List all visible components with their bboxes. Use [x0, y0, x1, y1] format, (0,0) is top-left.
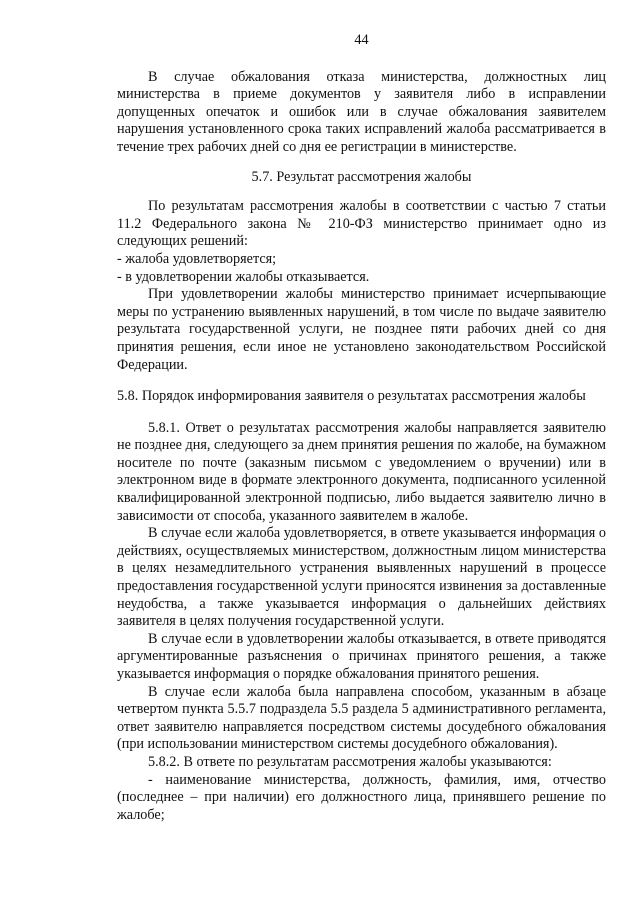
section-5-7-measures: При удовлетворении жалобы министерство принимает исчерпывающие меры по устранению выявленных нарушений, в том числе по выдаче заявителю результата государственной услуги, не позднее пяти рабочих дней со дня принятия решения, если иное не установлено законодательством Российской Федерации. — [117, 286, 606, 373]
decision-option-refused: - в удовлетворении жалобы отказывается. — [117, 268, 370, 285]
section-5-7-intro: По результатам рассмотрения жалобы в соответствии с частью 7 статьи 11.2 Федерального закона № 210-ФЗ министерство принимает одно из следующих решений: — [117, 198, 606, 250]
decision-option-satisfied: - жалоба удовлетворяется; — [117, 250, 277, 267]
paragraph-satisfied-response: В случае если жалоба удовлетворяется, в ответе указывается информация о действиях, осуществляемых министерством, должностным лицом министерства в целях незамедлительного устранения выявленных нарушений в процессе предоставления государственной услуги приносятся извинения за доставленные неудобства, а также указывается информация о дальнейших действиях заявителя в целях получения государственной услуги. — [117, 525, 606, 630]
list-item-ministry-name: - наименование министерства, должность, фамилия, имя, отчество (последнее – при наличии) его должностного лица, принявшего решение по жалобе; — [117, 771, 606, 823]
paragraph-5-8-1: 5.8.1. Ответ о результатах рассмотрения жалобы направляется заявителю не позднее дня, следующего за днем принятия решения по жалобе, на бумажном носителе по почте (заказным письмом с уведомлением о вручении) или в электронном виде в формате электронного документа, подписанного усиленной квалифицированной электронной подписью, либо выдается заявителю лично в зависимости от способа, указанного заявителем в жалобе. — [117, 419, 606, 524]
paragraph-refused-response: В случае если в удовлетворении жалобы отказывается, в ответе приводятся аргументированные разъяснения о причинах принятого решения, а также указывается информация о порядке обжалования принятого решения. — [117, 630, 606, 682]
paragraph-pretrial-system: В случае если жалоба была направлена способом, указанным в абзаце четвертом пункта 5.5.7 подраздела 5.5 раздела 5 административного регламента, ответ заявителю направляется посредством системы досудебного обжалования (при использовании министерством системы досудебного обжалования). — [117, 683, 606, 753]
paragraph-5-8-2: 5.8.2. В ответе по результатам рассмотрения жалобы указываются: — [148, 753, 552, 770]
section-5-7-heading: 5.7. Результат рассмотрения жалобы — [251, 168, 472, 185]
page-number: 44 — [354, 32, 369, 48]
section-5-8-heading: 5.8. Порядок информирования заявителя о результатах рассмотрения жалобы — [117, 388, 586, 405]
paragraph-appeal-refusal: В случае обжалования отказа министерства, должностных лиц министерства в приеме документов у заявителя либо в исправлении допущенных опечаток и ошибок или в случае обжалования заявителем нарушения установленного срока таких исправлений жалоба рассматривается в течение трех рабочих дней со дня ее регистрации в министерстве. — [117, 68, 606, 155]
